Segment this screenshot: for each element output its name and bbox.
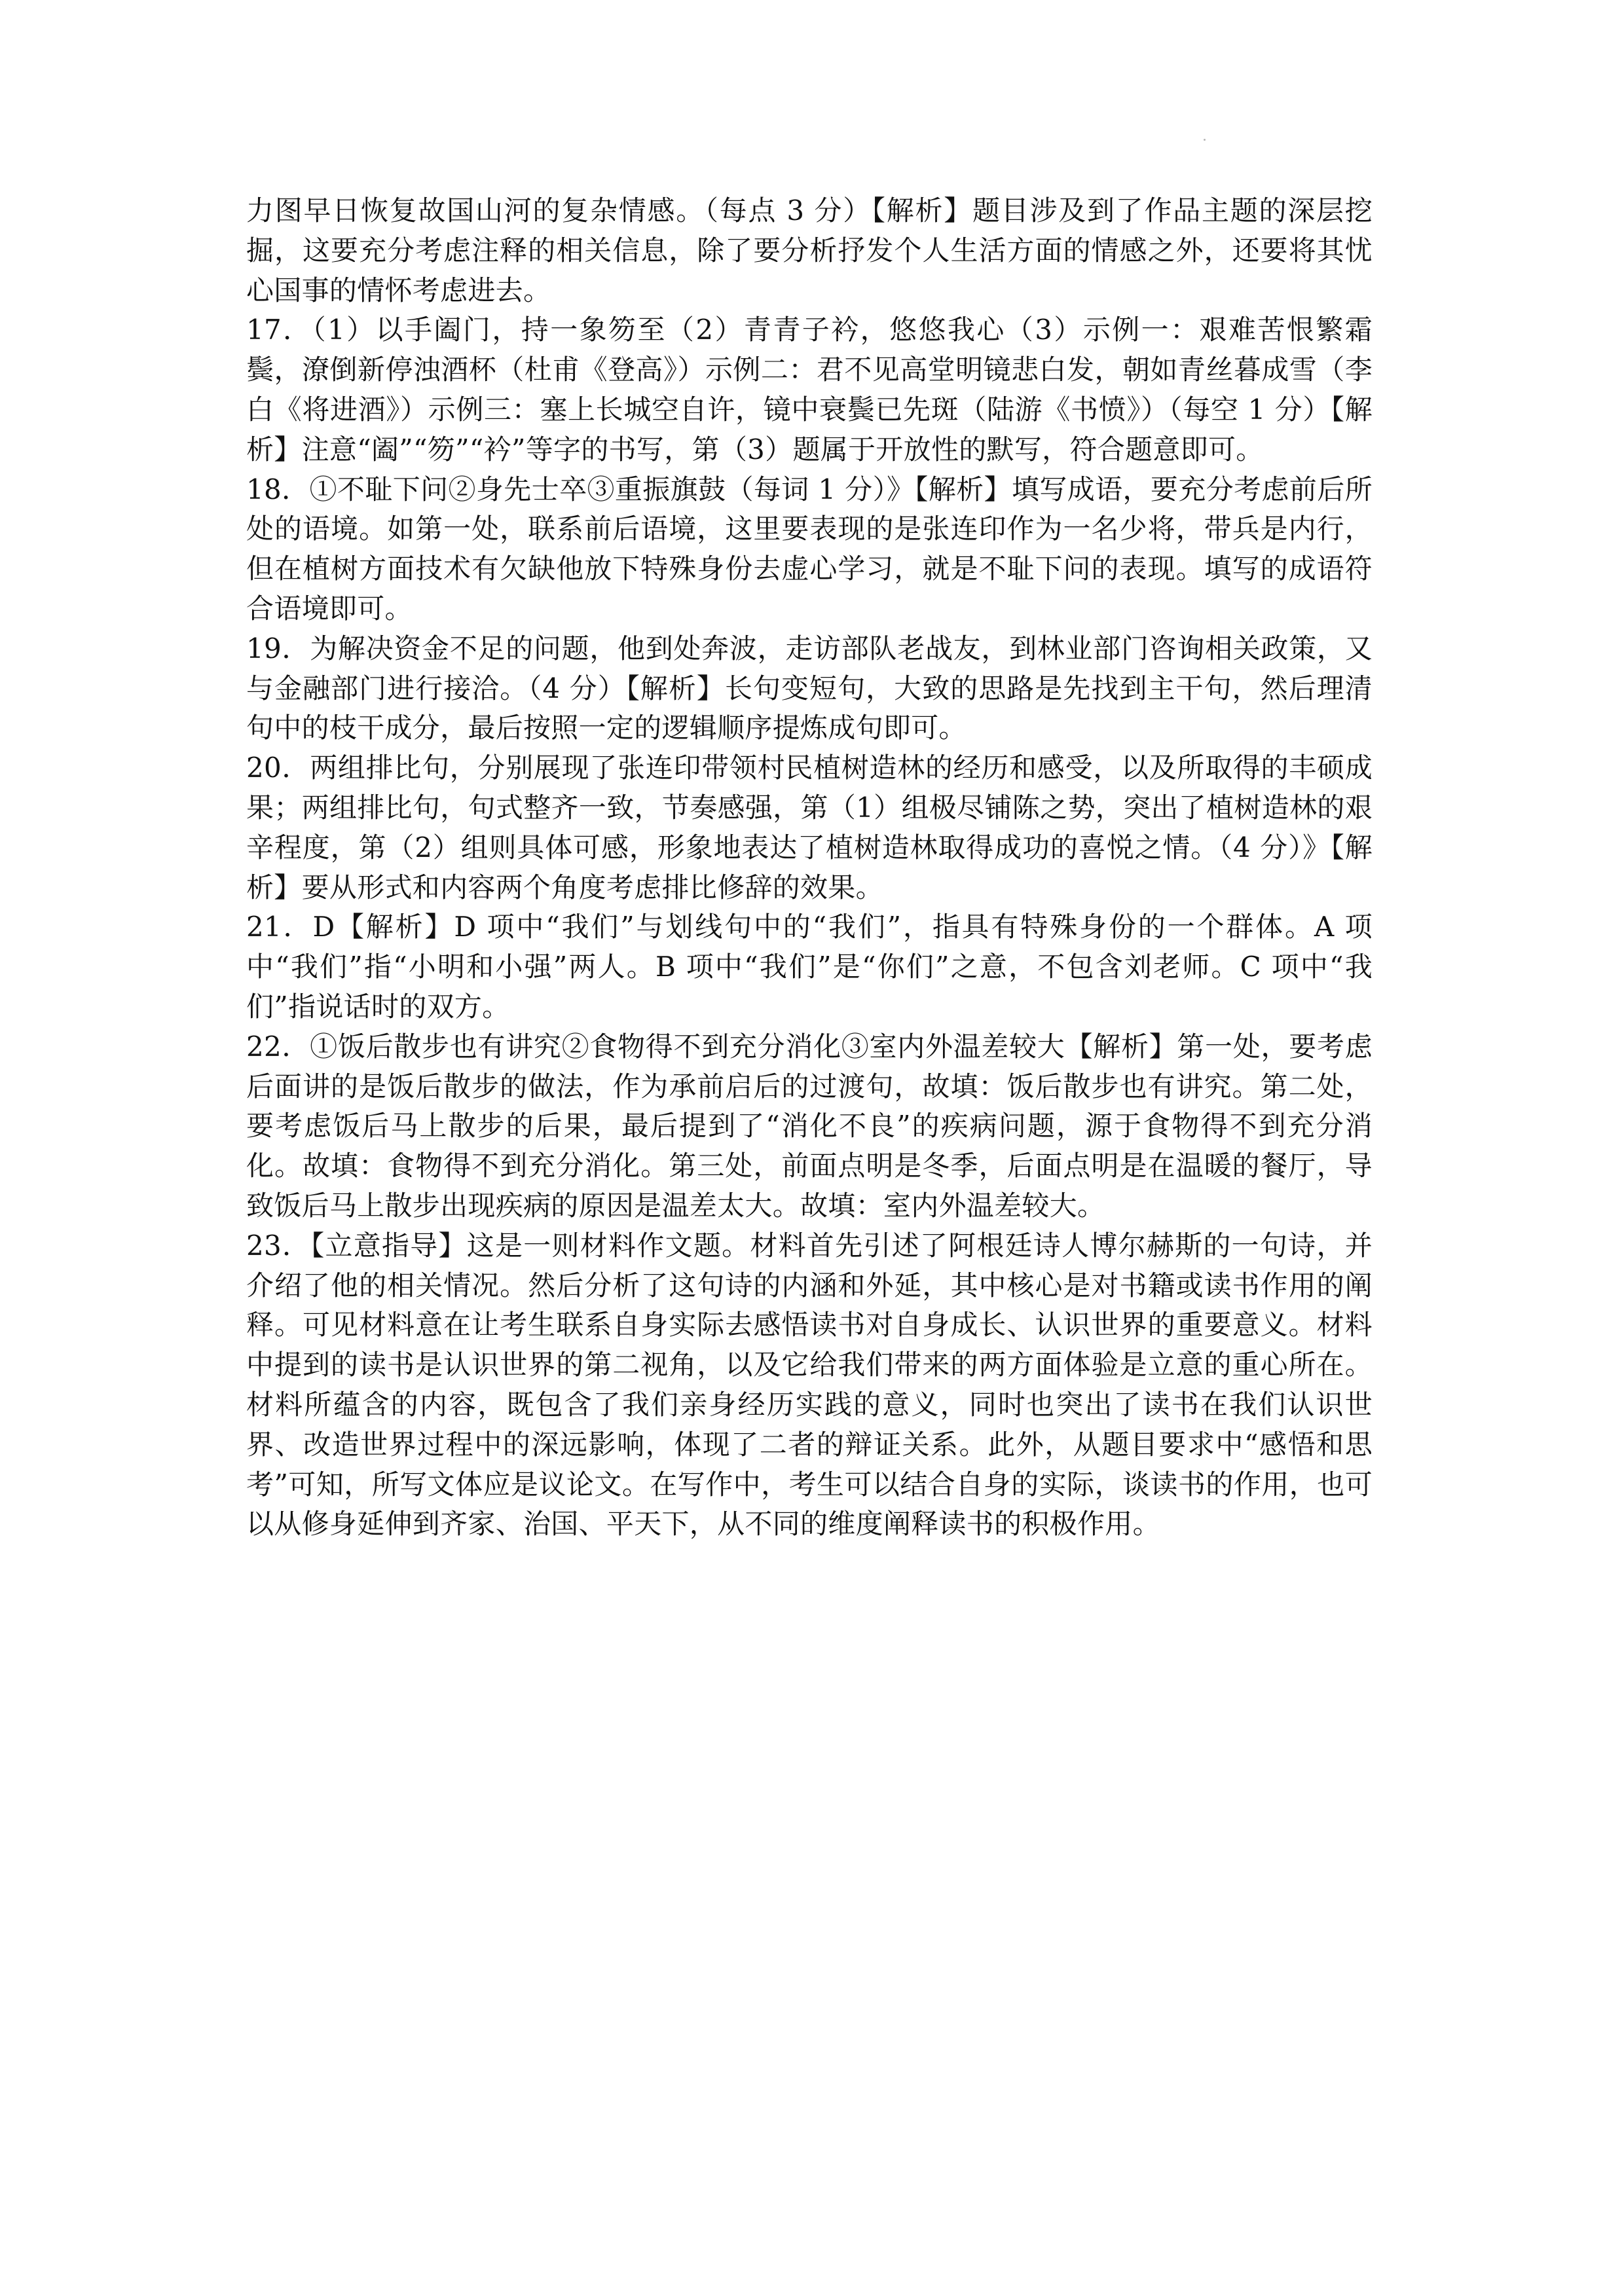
paragraph-21: 21．D【解析】D 项中“我们”与划线句中的“我们”，指具有特殊身份的一个群体。A 项中“我们”指“小明和小强”两人。B 项中“我们”是“你们”之意，不包含刘老师。C 项中“我们”指说话时的双方。 <box>246 911 1373 1023</box>
paragraph-20: 20．两组排比句，分别展现了张连印带领村民植树造林的经历和感受，以及所取得的丰硕成果；两组排比句，句式整齐一致，节奏感强，第（1）组极尽铺陈之势，突出了植树造林的艰辛程度，第（2）组则具体可感，形象地表达了植树造林取得成功的喜悦之情。（4 分）》【解析】要从形式和内容两个角度考虑排比修辞的效果。 <box>246 752 1373 903</box>
paragraph-16-continuation: 力图早日恢复故国山河的复杂情感。（每点 3 分）【解析】题目涉及到了作品主题的深层挖掘，这要充分考虑注释的相关信息，除了要分析抒发个人生活方面的情感之外，还要将其忧心国事的情怀考虑进去。 <box>246 194 1373 306</box>
answer-text-body <box>246 191 1373 1544</box>
paragraph-19: 19．为解决资金不足的问题，他到处奔波，走访部队老战友，到林业部门咨询相关政策，又与金融部门进行接洽。（4 分）【解析】长句变短句，大致的思路是先找到主干句，然后理清句中的枝干成分，最后按照一定的逻辑顺序提炼成句即可。 <box>246 632 1373 744</box>
scan-dot <box>1204 139 1206 141</box>
paragraph-23: 23．【立意指导】这是一则材料作文题。材料首先引述了阿根廷诗人博尔赫斯的一句诗，并介绍了他的相关情况。然后分析了这句诗的内涵和外延，其中核心是对书籍或读书作用的阐释。可见材料意在让考生联系自身实际去感悟读书对自身成长、认识世界的重要意义。材料中提到的读书是认识世界的第二视角，以及它给我们带来的两方面体验是立意的重心所在。材料所蕴含的内容，既包含了我们亲身经历实践的意义，同时也突出了读书在我们认识世界、改造世界过程中的深远影响，体现了二者的辩证关系。此外，从题目要求中“感悟和思考”可知，所写文体应是议论文。在写作中，考生可以结合自身的实际，谈读书的作用，也可以从修身延伸到齐家、治国、平天下，从不同的维度阐释读书的积极作用。 <box>246 1229 1373 1540</box>
paragraph-17: 17．（1）以手阖门，持一象笏至（2）青青子衿，悠悠我心（3）示例一：艰难苦恨繁霜鬓，潦倒新停浊酒杯（杜甫《登高》）示例二：君不见高堂明镜悲白发，朝如青丝暮成雪（李白《将进酒》）示例三：塞上长城空自许，镜中衰鬓已先斑（陆游《书愤》）（每空 1 分）【解析】注意“阖”“笏”“衿”等字的书写，第（3）题属于开放性的默写，符合题意即可。 <box>246 314 1373 465</box>
paragraph-18: 18．①不耻下问②身先士卒③重振旗鼓（每词 1 分）》【解析】填写成语，要充分考虑前后所处的语境。如第一处，联系前后语境，这里要表现的是张连印作为一名少将，带兵是内行，但在植树方面技术有欠缺他放下特殊身份去虚心学习，就是不耻下问的表现。填写的成语符合语境即可。 <box>246 473 1373 625</box>
paragraph-22: 22．①饭后散步也有讲究②食物得不到充分消化③室内外温差较大【解析】第一处，要考虑后面讲的是饭后散步的做法，作为承前启后的过渡句，故填：饭后散步也有讲究。第二处，要考虑饭后马上散步的后果，最后提到了“消化不良”的疾病问题，源于食物得不到充分消化。故填：食物得不到充分消化。第三处，前面点明是冬季，后面点明是在温暖的餐厅，导致饭后马上散步出现疾病的原因是温差太大。故填：室内外温差较大。 <box>246 1030 1373 1222</box>
